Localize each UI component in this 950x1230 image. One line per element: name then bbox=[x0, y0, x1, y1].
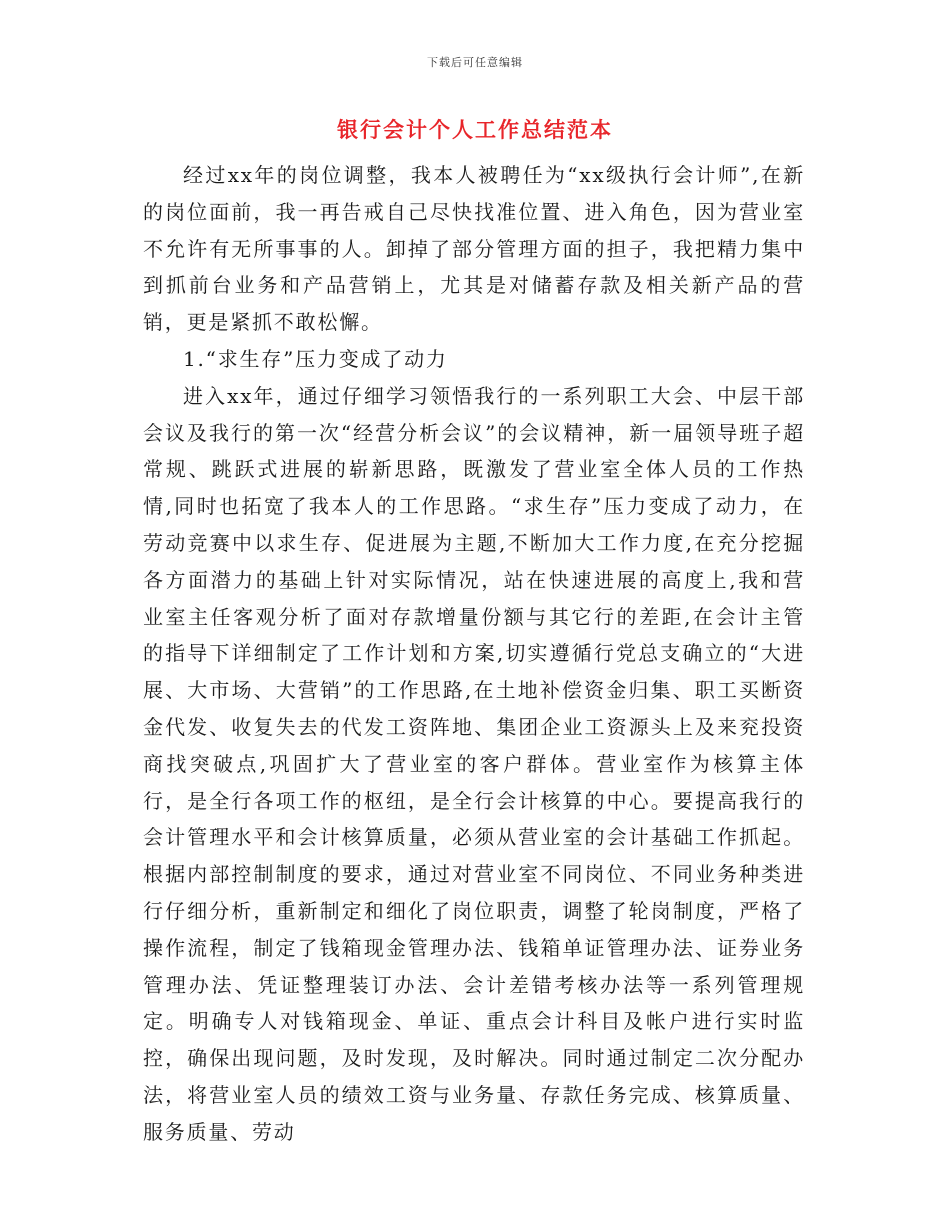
header-note: 下载后可任意编辑 bbox=[427, 56, 523, 69]
document-title: 银行会计个人工作总结范本 bbox=[337, 117, 613, 142]
section-heading: 1.“求生存”压力变成了动力 bbox=[183, 346, 448, 371]
paragraph-main: 进入xx年，通过仔细学习领悟我行的一系列职工大会、中层干部会议及我行的第一次“经营分析会议”的会议精神，新一届领导班子超常规、跳跃式进展的崭新思路，既激发了营业室全体人员的工作热情,同时也拓宽了我本人的工作思路。“求生存”压力变成了动力，在劳动竞赛中以求生存、促进展为主题,不断加大工作力度,在充分挖掘各方面潜力的基础上针对实际情况，站在快速进展的高度上,我和营业室主任客观分析了面对存款增量份额与其它行的差距,在会计主管的指导下详细制定了工作计划和方案,切实遵循行党总支确立的“大进展、大市场、大营销”的工作思路,在土地补偿资金归集、职工买断资金代发、收复失去的代发工资阵地、集团企业工资源头上及来兖投资商找突破点,巩固扩大了营业室的客户群体。营业室作为核算主体行，是全行各项工作的枢纽，是全行会计核算的中心。要提高我行的会计管理水平和会计核算质量，必须从营业室的会计基础工作抓起。根据内部控制制度的要求，通过对营业室不同岗位、不同业务种类进行仔细分析，重新制定和细化了岗位职责，调整了轮岗制度，严格了操作流程，制定了钱箱现金管理办法、钱箱单证管理办法、证券业务管理办法、凭证整理装订办法、会计差错考核办法等一系列管理规定。明确专人对钱箱现金、单证、重点会计科目及帐户进行实时监控，确保出现问题，及时发现，及时解决。同时通过制定二次分配办法，将营业室人员的绩效工资与业务量、存款任务完成、核算质量、服务质量、劳动 bbox=[143, 383, 805, 1144]
document-body bbox=[143, 157, 805, 1151]
paragraph-intro: 经过xx年的岗位调整，我本人被聘任为“xx级执行会计师”,在新的岗位面前，我一再告戒自己尽快找准位置、进入角色，因为营业室不允许有无所事事的人。卸掉了部分管理方面的担子，我把精力集中到抓前台业务和产品营销上，尤其是对储蓄存款及相关新产品的营销，更是紧抓不敢松懈。 bbox=[143, 163, 805, 335]
